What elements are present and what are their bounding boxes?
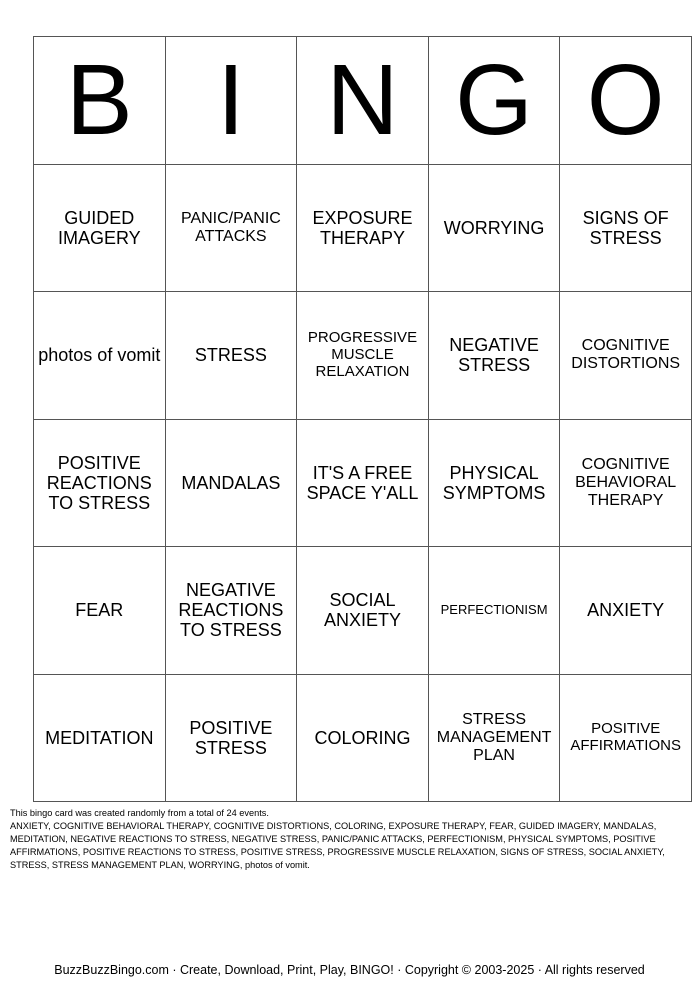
- bingo-cell: STRESS: [165, 292, 297, 420]
- header-letter-g: G: [428, 37, 560, 165]
- bingo-row-4: [34, 547, 692, 675]
- bingo-card: [33, 36, 692, 802]
- card-info-summary: This bingo card was created randomly from a total of 24 events.: [10, 808, 269, 818]
- bingo-cell: MANDALAS: [165, 419, 297, 547]
- header-letter-b: B: [34, 37, 166, 165]
- bingo-cell: ANXIETY: [560, 547, 692, 675]
- bingo-cell: NEGATIVE REACTIONS TO STRESS: [165, 547, 297, 675]
- bingo-cell: WORRYING: [428, 164, 560, 292]
- card-info: [10, 807, 690, 872]
- bingo-cell: PERFECTIONISM: [428, 547, 560, 675]
- bingo-row-1: [34, 164, 692, 292]
- bingo-cell: GUIDED IMAGERY: [34, 164, 166, 292]
- bingo-cell: PROGRESSIVE MUSCLE RELAXATION: [297, 292, 429, 420]
- footer-copyright: BuzzBuzzBingo.com · Create, Download, Print, Play, BINGO! · Copyright © 2003-2025 · All rights reserved: [54, 963, 645, 977]
- bingo-cell: COGNITIVE DISTORTIONS: [560, 292, 692, 420]
- bingo-cell: POSITIVE AFFIRMATIONS: [560, 674, 692, 802]
- header-letter-i: I: [165, 37, 297, 165]
- bingo-row-3: [34, 419, 692, 547]
- card-info-events-list: ANXIETY, COGNITIVE BEHAVIORAL THERAPY, COGNITIVE DISTORTIONS, COLORING, EXPOSURE THERAPY, FEAR, GUIDED IMAGERY, MANDALAS, MEDITATION, NEGATIVE REACTIONS TO STRESS, NEGATIVE STRESS, PANIC/PANIC ATTACKS, PERFECTIONISM, PHYSICAL SYMPTOMS, POSITIVE AFFIRMATIONS, POSITIVE REACTIONS TO STRESS, POSITIVE STRESS, PROGRESSIVE MUSCLE RELAXATION, SIGNS OF STRESS, SOCIAL ANXIETY, STRESS, STRESS MANAGEMENT PLAN, WORRYING, photos of vomit.: [10, 821, 665, 870]
- header-letter-o: O: [560, 37, 692, 165]
- bingo-cell: MEDITATION: [34, 674, 166, 802]
- bingo-cell: PHYSICAL SYMPTOMS: [428, 419, 560, 547]
- bingo-cell: POSITIVE REACTIONS TO STRESS: [34, 419, 166, 547]
- bingo-cell: FEAR: [34, 547, 166, 675]
- bingo-cell: SOCIAL ANXIETY: [297, 547, 429, 675]
- bingo-cell free-space: IT'S A FREE SPACE Y'ALL: [297, 419, 429, 547]
- header-letter-n: N: [297, 37, 429, 165]
- bingo-cell: COGNITIVE BEHAVIORAL THERAPY: [560, 419, 692, 547]
- bingo-row-2: [34, 292, 692, 420]
- bingo-cell: COLORING: [297, 674, 429, 802]
- bingo-cell: PANIC/PANIC ATTACKS: [165, 164, 297, 292]
- header-row: [34, 37, 692, 165]
- bingo-cell: NEGATIVE STRESS: [428, 292, 560, 420]
- bingo-cell: POSITIVE STRESS: [165, 674, 297, 802]
- bingo-row-5: [34, 674, 692, 802]
- bingo-cell: EXPOSURE THERAPY: [297, 164, 429, 292]
- bingo-cell: photos of vomit: [34, 292, 166, 420]
- bingo-cell: SIGNS OF STRESS: [560, 164, 692, 292]
- bingo-cell: STRESS MANAGEMENT PLAN: [428, 674, 560, 802]
